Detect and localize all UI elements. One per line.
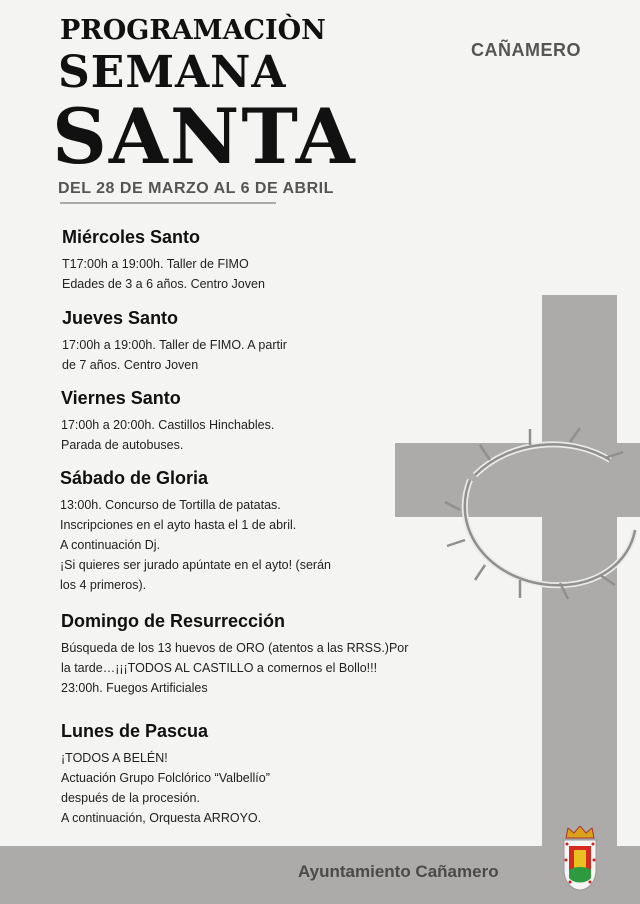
crown-of-thorns-icon	[430, 420, 640, 610]
town-name: CAÑAMERO	[471, 40, 581, 60]
day-line: 13:00h. Concurso de Tortilla de patatas.	[60, 498, 281, 512]
date-range: DEL 28 DE MARZO AL 6 DE ABRIL	[58, 180, 334, 197]
day-title: Sábado de Gloria	[60, 468, 209, 488]
coat-of-arms-icon	[560, 826, 600, 892]
day-section-jueves	[62, 307, 287, 375]
title-semana: SEMANA	[58, 47, 287, 98]
day-line: T17:00h a 19:00h. Taller de FIMO	[62, 257, 249, 271]
footer-ayuntamiento: Ayuntamiento Cañamero	[298, 862, 499, 881]
title-programacion: PROGRAMACIÒN	[60, 15, 326, 46]
day-line: Parada de autobuses.	[61, 438, 184, 452]
day-line: después de la procesión.	[61, 791, 200, 805]
day-line: de 7 años. Centro Joven	[62, 358, 199, 372]
day-section-lunes	[61, 720, 270, 828]
day-line: los 4 primeros).	[60, 578, 147, 592]
day-section-sabado	[60, 467, 331, 595]
day-line: A continuación Dj.	[60, 538, 161, 552]
day-section-miercoles	[62, 226, 265, 294]
divider	[60, 202, 276, 204]
day-line: Actuación Grupo Folclórico “Valbellío”	[61, 771, 270, 785]
day-line: 17:00h a 19:00h. Taller de FIMO. A partir	[62, 338, 287, 352]
day-line: Edades de 3 a 6 años. Centro Joven	[62, 277, 265, 291]
day-line: 23:00h. Fuegos Artificiales	[61, 681, 208, 695]
day-title: Miércoles Santo	[62, 227, 201, 247]
day-title: Jueves Santo	[62, 308, 179, 328]
day-title: Domingo de Resurrección	[61, 611, 286, 631]
day-line: la tarde…¡¡¡TODOS AL CASTILLO a comernos el Bollo!!!	[61, 661, 378, 675]
day-line: 17:00h a 20:00h. Castillos Hinchables.	[61, 418, 275, 432]
day-title: Viernes Santo	[61, 388, 181, 408]
day-line: Inscripciones en el ayto hasta el 1 de abril.	[60, 518, 297, 532]
day-line: ¡Si quieres ser jurado apúntate en el ayto! (serán	[60, 558, 331, 572]
day-title: Lunes de Pascua	[61, 721, 209, 741]
day-line: Búsqueda de los 13 huevos de ORO (atentos a las RRSS.)Por	[61, 641, 409, 655]
title-santa: SANTA	[52, 92, 357, 181]
day-section-domingo	[61, 610, 408, 698]
day-line: ¡TODOS A BELÉN!	[61, 751, 168, 765]
day-section-viernes	[61, 387, 274, 455]
day-line: A continuación, Orquesta ARROYO.	[61, 811, 262, 825]
